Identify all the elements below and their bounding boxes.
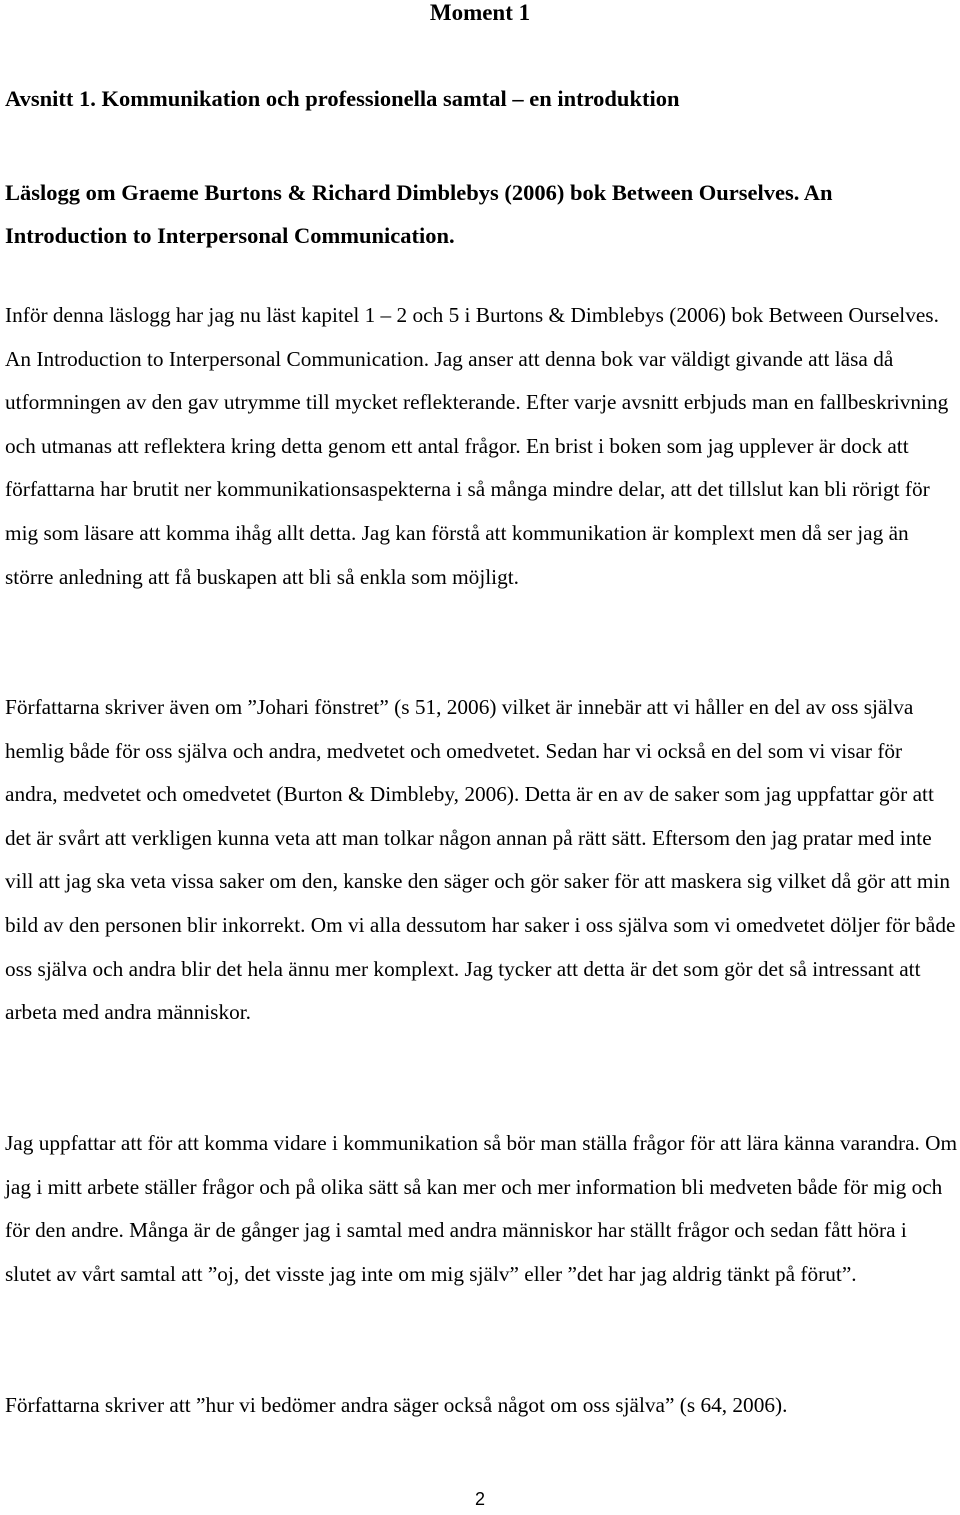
paragraph-intro: Inför denna läslogg har jag nu läst kapitel 1 – 2 och 5 i Burtons & Dimblebys (2006) bok Between Ourselves. An Introduction to Interpersonal Communication. Jag anser att denna bok var väldigt givande att läsa då utformningen av den gav utrymme till mycket reflekterande. Efter varje avsnitt erbjuds man en fallbeskrivning och utmanas att reflektera kring detta genom ett antal frågor. En brist i boken som jag upplever är dock att författarna har brutit ner kommunikationsaspekterna i så många mindre delar, att det tillslut kan bli rörigt för mig som läsare att komma ihåg allt detta. Jag kan förstå att kommunikation är komplext men då ser jag än större anledning att få buskapen att bli så enkla som möjligt.: [5, 303, 949, 589]
paragraph-johari: Författarna skriver även om ”Johari fönstret” (s 51, 2006) vilket är innebär att vi håller en del av oss själva hemlig både för oss själva och andra, medvetet och omedvetet. Sedan har vi också en del som vi visar för andra, medvetet och omedvetet (Burton & Dimbleby, 2006). Detta är en av de saker som jag uppfattar gör att det är svårt att verkligen kunna veta att man tolkar någon annan på rätt sätt. Eftersom den jag pratar med inte vill att jag ska veta vissa saker om den, kanske den säger och gör saker för att maskera sig vilket då gör att min bild av den personen blir inkorrekt. Om vi alla dessutom har saker i oss själva som vi omedvetet döljer för både oss själva och andra blir det hela ännu mer komplext. Jag tycker att detta är det som gör det så intressant att arbeta med andra människor.: [5, 695, 956, 1025]
section-heading: Avsnitt 1. Kommunikation och professionella samtal – en introduktion: [5, 86, 680, 111]
page-number: 2: [474, 1489, 485, 1509]
paragraph-quote: Författarna skriver att ”hur vi bedömer andra säger också något om oss själva” (s 64, 2006).: [5, 1393, 788, 1417]
paragraph-questions: Jag uppfattar att för att komma vidare i kommunikation så bör man ställa frågor för att lära känna varandra. Om jag i mitt arbete ställer frågor och på olika sätt så kan mer och mer information bli medveten både för mig och för den andre. Många är de gånger jag i samtal med andra människor har ställt frågor och sedan fått höra i slutet av vårt samtal att ”oj, det visste jag inte om mig själv” eller ”det har jag aldrig tänkt på förut”.: [5, 1131, 958, 1286]
book-heading: Läslogg om Graeme Burtons & Richard Dimblebys (2006) bok Between Ourselves. An Introduction to Interpersonal Communication.: [5, 180, 833, 248]
moment-title: Moment 1: [429, 0, 531, 25]
